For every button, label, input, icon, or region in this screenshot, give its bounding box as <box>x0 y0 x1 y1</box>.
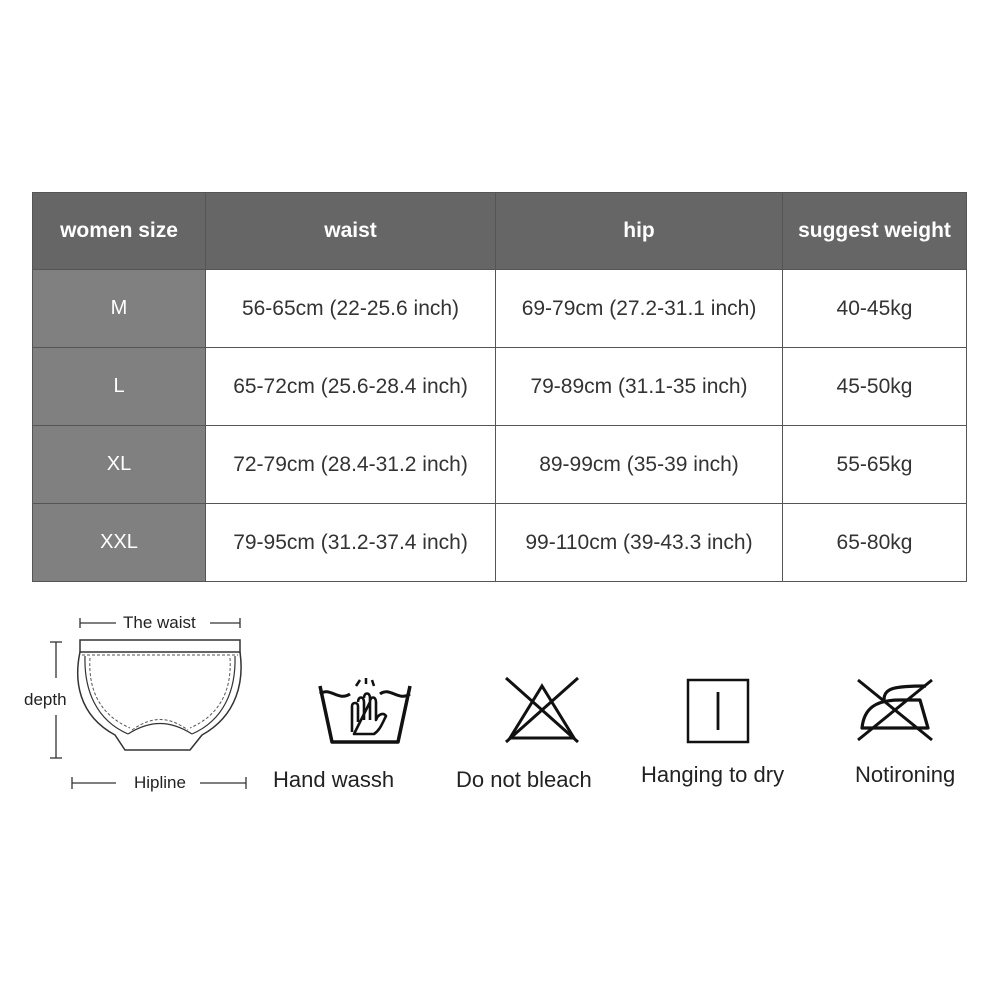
hip-cell: 69-79cm (27.2-31.1 inch) <box>496 270 783 348</box>
size-cell: L <box>33 348 206 426</box>
no-bleach-icon <box>502 676 582 744</box>
waist-label: The waist <box>123 613 196 632</box>
weight-cell: 55-65kg <box>783 426 967 504</box>
table-row <box>33 426 967 504</box>
size-chart-table <box>32 192 967 582</box>
waist-cell: 72-79cm (28.4-31.2 inch) <box>206 426 496 504</box>
no-bleach-label: Do not bleach <box>456 767 592 792</box>
hip-cell: 79-89cm (31.1-35 inch) <box>496 348 783 426</box>
hang-dry-icon <box>686 678 750 744</box>
table-row <box>33 504 967 582</box>
hand-wash-label: Hand wassh <box>273 767 395 792</box>
weight-cell: 45-50kg <box>783 348 967 426</box>
header-hip: hip <box>496 193 783 270</box>
no-iron-icon <box>854 676 936 744</box>
size-cell: M <box>33 270 206 348</box>
no-iron-label: Notironing <box>855 762 956 787</box>
waist-cell: 79-95cm (31.2-37.4 inch) <box>206 504 496 582</box>
table-row <box>33 348 967 426</box>
hang-dry-label: Hanging to dry <box>641 762 785 787</box>
weight-cell: 65-80kg <box>783 504 967 582</box>
waist-cell: 56-65cm (22-25.6 inch) <box>206 270 496 348</box>
table-header-row <box>33 193 967 270</box>
depth-label: depth <box>24 690 67 709</box>
header-waist: waist <box>206 193 496 270</box>
size-cell: XXL <box>33 504 206 582</box>
table-row <box>33 270 967 348</box>
hip-cell: 89-99cm (35-39 inch) <box>496 426 783 504</box>
hand-wash-icon <box>316 676 414 748</box>
size-cell: XL <box>33 426 206 504</box>
weight-cell: 40-45kg <box>783 270 967 348</box>
header-suggest-weight: suggest weight <box>783 193 967 270</box>
hip-cell: 99-110cm (39-43.3 inch) <box>496 504 783 582</box>
hipline-label: Hipline <box>134 773 186 792</box>
header-women-size: women size <box>33 193 206 270</box>
waist-cell: 65-72cm (25.6-28.4 inch) <box>206 348 496 426</box>
